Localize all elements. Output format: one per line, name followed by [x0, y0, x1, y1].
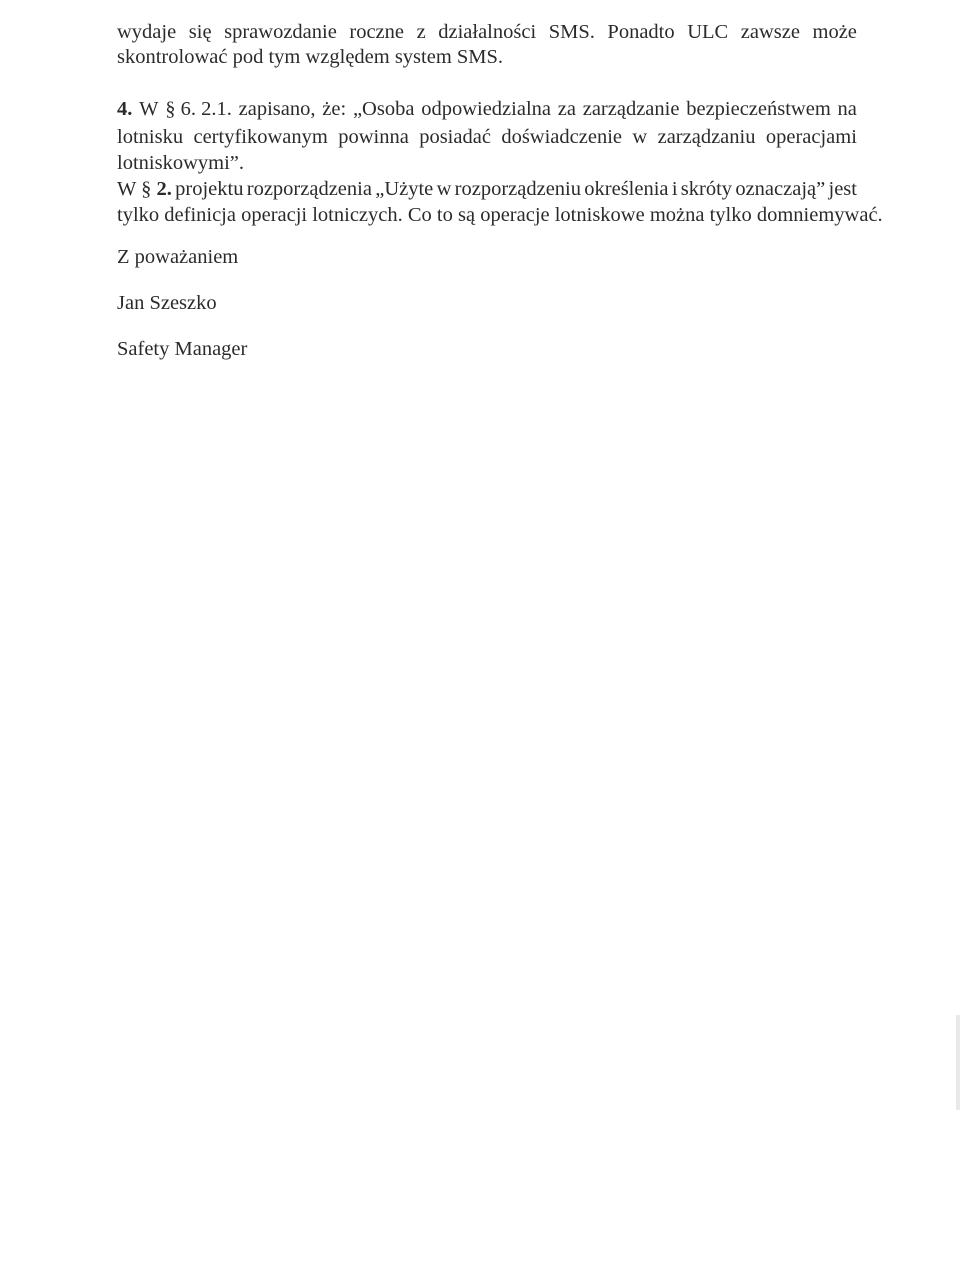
- word: zawsze: [740, 21, 800, 43]
- word: oznaczają”: [735, 178, 826, 200]
- item-number: 4.: [117, 98, 133, 120]
- word: na: [837, 98, 857, 120]
- word: za: [557, 98, 576, 120]
- word: Ponadto: [607, 21, 675, 43]
- word: lotnisku: [117, 126, 184, 148]
- word: określenia: [584, 178, 669, 200]
- paragraph-3-line-1: [117, 176, 857, 202]
- word: odpowiedzialna: [421, 98, 551, 120]
- word: certyfikowanym: [193, 126, 328, 148]
- word: z: [416, 21, 426, 43]
- paragraph-3-line-2: tylko definicja operacji lotniczych. Co to są operacje lotniskowe można tylko domniemywać.: [117, 204, 883, 226]
- word: posiadać: [419, 126, 491, 148]
- word: jest: [828, 178, 857, 200]
- word: skróty: [680, 178, 733, 200]
- section-reference: § 6. 2.1.: [165, 98, 232, 120]
- word: że:: [322, 98, 347, 120]
- paragraph-2-line-1: [117, 96, 857, 122]
- signatory-name: Jan Szeszko: [117, 292, 217, 314]
- word: w: [436, 178, 452, 200]
- paragraph-1-line-1: [117, 19, 857, 45]
- signatory-title: Safety Manager: [117, 338, 248, 360]
- word: w: [632, 126, 648, 148]
- word: rozporządzeniu: [454, 178, 581, 200]
- word: projektu: [175, 178, 244, 200]
- paragraph-1-line-2: skontrolować pod tym względem system SMS.: [117, 46, 504, 68]
- word: zarządzaniu: [657, 126, 756, 148]
- word: W: [139, 98, 159, 120]
- word: SMS.: [548, 21, 595, 43]
- word: i: [671, 178, 678, 200]
- paragraph-2-line-2: [117, 124, 857, 150]
- word: zapisano,: [238, 98, 316, 120]
- section-number: 2.: [156, 178, 172, 200]
- paragraph-3-prefix: W § 2.: [117, 178, 172, 200]
- word: zarządzanie: [582, 98, 680, 120]
- word: bezpieczeństwem: [686, 98, 831, 120]
- word: może: [812, 21, 857, 43]
- word: działalności: [438, 21, 537, 43]
- closing-salutation: Z poważaniem: [117, 246, 239, 268]
- word: ULC: [687, 21, 729, 43]
- word: się: [188, 21, 212, 43]
- paragraph-2-line-3: lotniskowymi”.: [117, 152, 244, 174]
- word: wydaje: [117, 21, 177, 43]
- word: sprawozdanie: [224, 21, 337, 43]
- word: operacjami: [765, 126, 857, 148]
- word: doświadczenie: [501, 126, 622, 148]
- word: rozporządzenia: [246, 178, 372, 200]
- scan-edge-mark: [956, 1015, 960, 1110]
- word: „Osoba: [352, 98, 415, 120]
- word: powinna: [338, 126, 409, 148]
- word: „Użyte: [375, 178, 434, 200]
- word: roczne: [349, 21, 404, 43]
